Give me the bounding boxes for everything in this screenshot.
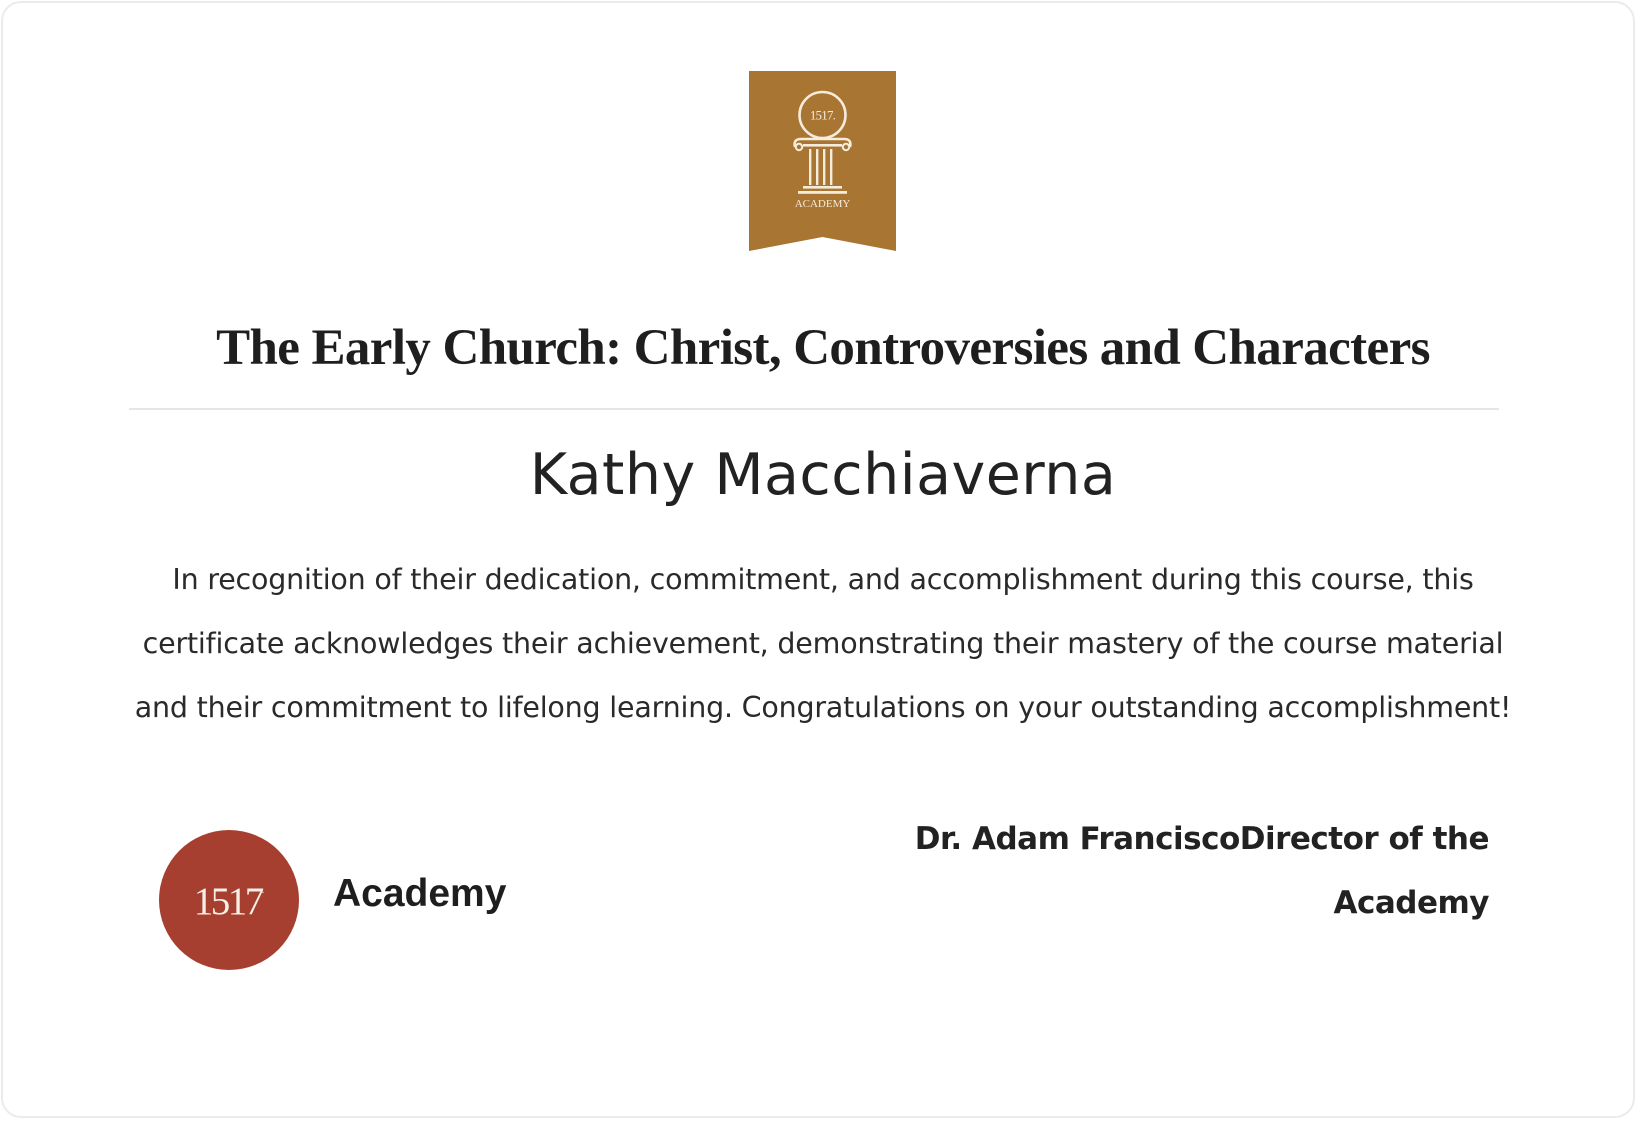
certificate-body-text: In recognition of their dedication, commitment, and accomplishment during this course, this certificate acknowledges their achievement, demonstrating their mastery of the course material and their commitment to lifelong learning. Congratulations on your outstanding accomplishment! xyxy=(134,563,1512,724)
course-title: The Early Church: Christ, Controversies and Characters xyxy=(216,320,1430,376)
logo-number: 1517 xyxy=(193,879,262,923)
signature-block: Dr. Adam FranciscoDirector of the Academy xyxy=(914,821,1489,921)
badge-label: ACADEMY xyxy=(794,198,851,210)
logo-dot: . xyxy=(261,884,265,896)
divider xyxy=(129,408,1499,410)
recipient-name: Kathy Macchiaverna xyxy=(529,442,1117,508)
badge-number: 1517. xyxy=(809,107,836,123)
certificate-card xyxy=(1,1,1635,1118)
1517-logo-icon xyxy=(159,830,299,970)
brand-name: Academy xyxy=(333,872,507,915)
academy-badge-icon xyxy=(749,71,896,251)
logo-text xyxy=(194,879,265,924)
